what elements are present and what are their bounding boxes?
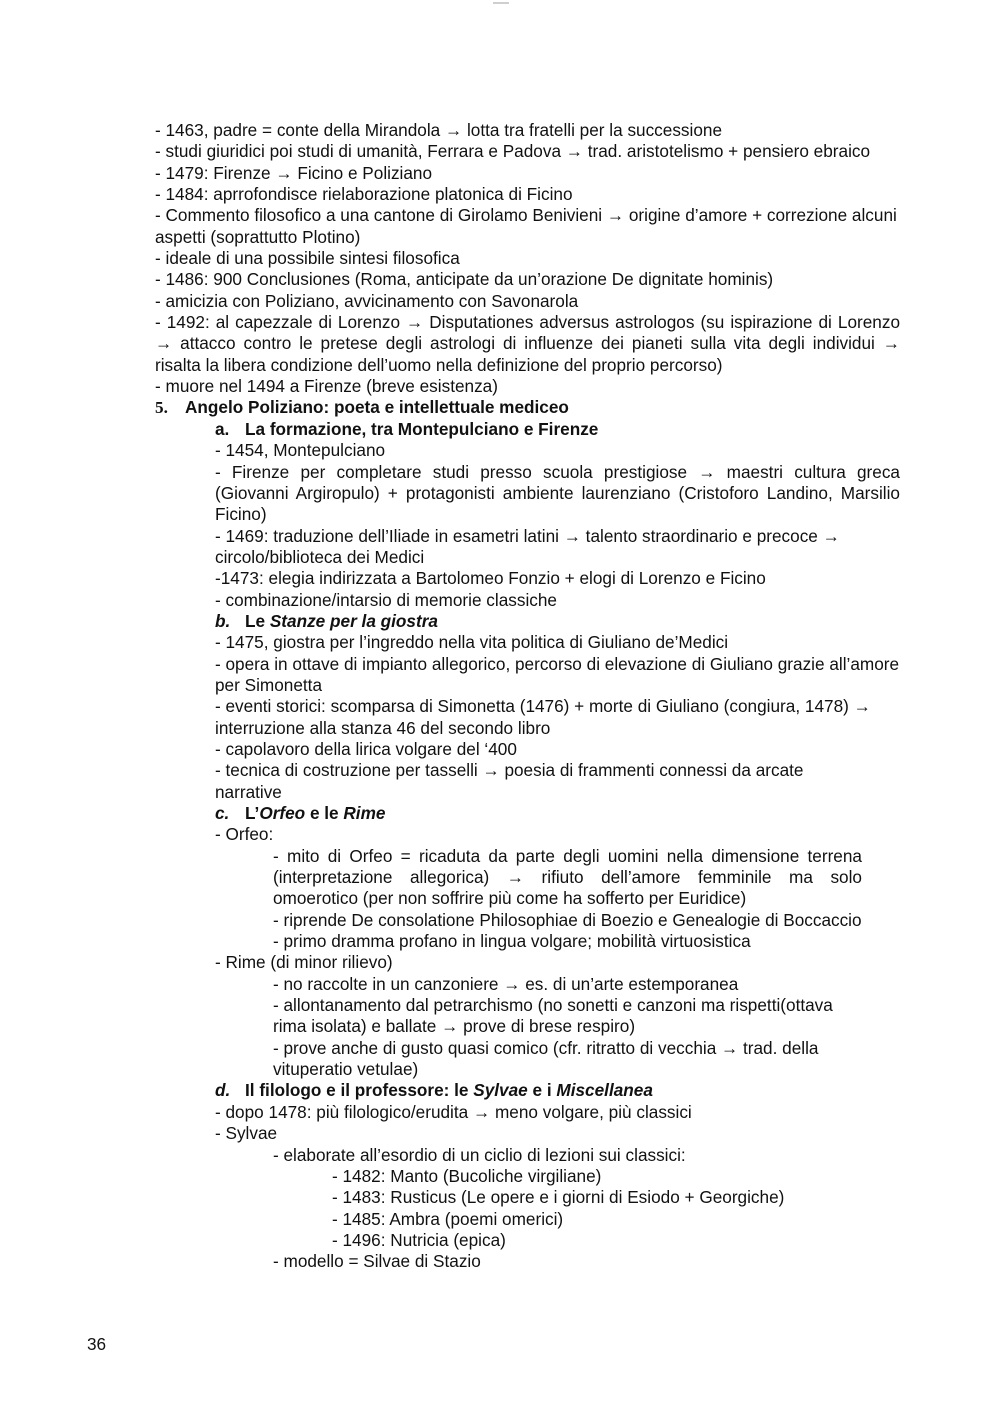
subsection-letter: c. — [215, 803, 230, 823]
text-line: - Orfeo: — [215, 824, 274, 845]
page-content — [155, 120, 900, 1273]
text-line: - eventi storici: scomparsa di Simonetta (1476) + morte di Giuliano (congiura, 1478) → interruzione alla stanza 46 del secondo libro — [215, 696, 871, 738]
list-item: - 1483: Rusticus (Le opere e i giorni di Esiodo + Georgiche) — [332, 1187, 785, 1208]
section-heading — [155, 397, 900, 418]
text-line: - 1484: aprrofondisce rielaborazione platonica di Ficino — [155, 184, 573, 205]
section-title: Angelo Poliziano: poeta e intellettuale mediceo — [185, 397, 569, 418]
list-item: - 1482: Manto (Bucoliche virgiliane) — [332, 1165, 602, 1186]
text-line: - riprende De consolatione Philosophiae di Boezio e Genealogie di Boccaccio — [273, 909, 862, 930]
text-line: - 1479: Firenze → Ficino e Poliziano — [155, 162, 433, 183]
text-line: - 1492: al capezzale di Lorenzo → Disputationes adversus astrologos (su ispirazione di Lorenzo → attacco contro le pretese degli astrologi di influenze dei pianeti sulla vita degli individui → risalta la libera condizione dell’uomo nella definizione del proprio percorso) — [155, 312, 900, 375]
subsection-title-italic: Stanze per la giostra — [269, 610, 438, 631]
text-line: - 1486: 900 Conclusiones (Roma, anticipate da un’orazione De dignitate hominis) — [155, 269, 774, 290]
subsection-heading-b — [155, 611, 900, 632]
text-line: - Firenze per completare studi presso scuola prestigiose → maestri cultura greca (Giovanni Argiropulo) + protagonisti ambiente laurenziano (Cristoforo Landino, Marsilio Ficino) — [215, 461, 900, 525]
text-line: - primo dramma profano in lingua volgare; mobilità virtuosistica — [273, 931, 751, 952]
subsection-title-part: e i — [527, 1080, 557, 1101]
list-item: - 1485: Ambra (poemi omerici) — [332, 1208, 564, 1229]
text-line: - studi giuridici poi studi di umanità, Ferrara e Padova → trad. aristotelismo + pensiero ebraico — [155, 141, 871, 162]
text-line: -1473: elegia indirizzata a Bartolomeo Fonzio + elogi di Lorenzo e Ficino — [215, 568, 766, 589]
text-line: - prove anche di gusto quasi comico (cfr. ritratto di vecchia → trad. della vituperatio vetulae) — [273, 1037, 819, 1080]
text-line: - 1454, Montepulciano — [215, 440, 386, 461]
text-line: - tecnica di costruzione per tasselli → poesia di frammenti connessi da arcate narrative — [215, 760, 804, 802]
text-line: - capolavoro della lirica volgare del ‘400 — [215, 738, 517, 759]
subsection-heading-c — [155, 803, 900, 824]
subsection-title-part: L’ — [245, 803, 260, 823]
subsection-title-italic: Miscellanea — [556, 1080, 653, 1101]
page-number: 36 — [87, 1334, 107, 1354]
list-item: - 1496: Nutricia (epica) — [332, 1229, 506, 1250]
text-line: - mito di Orfeo = ricaduta da parte degli uomini nella dimensione terrena (interpretazione allegorica) → rifiuto dell’amore femminile ma solo omoerotico (per non soffrire più come ha sofferto per Euridice) — [273, 845, 862, 909]
text-line: - 1475, giostra per l’ingreddo nella vita politica di Giuliano de’Medici — [215, 632, 729, 653]
text-line: - elaborate all’esordio di un ciclio di lezioni sui classici: — [273, 1144, 686, 1165]
subsection-letter: d. — [215, 1080, 231, 1101]
subsection-letter: a. — [215, 418, 230, 439]
text-line: - Sylvae — [215, 1123, 278, 1144]
text-line: - amicizia con Poliziano, avvicinamento con Savonarola — [155, 290, 579, 311]
subsection-title-italic: Orfeo — [259, 803, 306, 823]
text-line: - dopo 1478: più filologico/erudita → meno volgare, più classici — [215, 1101, 692, 1122]
text-line: - muore nel 1494 a Firenze (breve esistenza) — [155, 376, 498, 397]
text-line: - combinazione/intarsio di memorie classiche — [215, 589, 557, 610]
subsection-title-italic: Sylvae — [473, 1080, 528, 1101]
subsection-letter: b. — [215, 610, 231, 631]
text-line: - opera in ottave di impianto allegorico, percorso di elevazione di Giuliano grazie all’amore per Simonetta — [215, 653, 900, 695]
text-line: - Rime (di minor rilievo) — [215, 952, 393, 973]
subsection-title-part: Le — [245, 610, 270, 631]
subsection-title-part: e le — [305, 803, 344, 823]
section-number: 5. — [155, 398, 168, 418]
subsection-heading-d — [155, 1080, 900, 1101]
text-line: - Commento filosofico a una cantone di Girolamo Benivieni → origine d’amore + correzione alcuni aspetti (soprattutto Plotino) — [155, 205, 897, 247]
text-line: - 1463, padre = conte della Mirandola → lotta tra fratelli per la successione — [155, 120, 723, 140]
text-line: - allontanamento dal petrarchismo (no sonetti e canzoni ma rispetti(ottava rima isolata) e ballate → prove di brese respiro) — [273, 995, 833, 1037]
text-line: - ideale di una possibile sintesi filosofica — [155, 248, 460, 269]
text-line: - 1469: traduzione dell’Iliade in esametri latini → talento straordinario e precoce → circolo/biblioteca dei Medici — [215, 525, 840, 567]
subsection-title-part: Il filologo e il professore: le — [245, 1080, 474, 1101]
subsection-title: La formazione, tra Montepulciano e Firenze — [245, 418, 599, 439]
subsection-heading-a — [155, 419, 900, 440]
text-line: - no raccolte in un canzoniere → es. di un’arte estemporanea — [273, 973, 739, 994]
text-line: - modello = Silvae di Stazio — [273, 1251, 481, 1272]
header-mark — [493, 2, 509, 4]
subsection-title-italic: Rime — [343, 803, 386, 823]
